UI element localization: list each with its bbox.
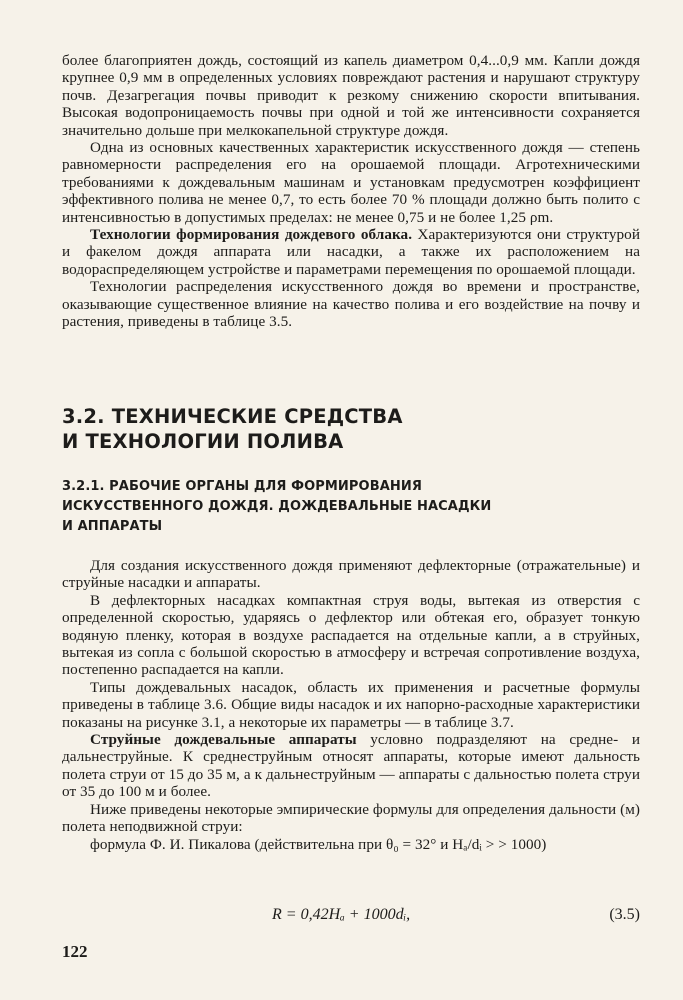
paragraph-3 — [62, 226, 640, 278]
subsection-heading-line-1: 3.2.1. РАБОЧИЕ ОРГАНЫ ДЛЯ ФОРМИРОВАНИЯ — [62, 479, 422, 494]
paragraph-5: Для создания искусственного дождя применяют дефлекторные (отражательные) и струйные насадки и аппараты. — [62, 557, 640, 592]
section-heading-line-2: И ТЕХНОЛОГИИ ПОЛИВА — [62, 430, 344, 453]
paragraph-8-text: условно подразделяют на средне- и дальнеструйные. К среднеструйным относят аппараты, которые имеют дальность полета струи от 15 до 35 м, а к дальнеструйным — аппараты с дальностью полета струи от 35 до 100 м и более. — [62, 731, 640, 801]
paragraph-10: формула Ф. И. Пикалова (действительна при θ₀ = 32° и Hₐ/dᵢ > > 1000) — [90, 835, 547, 853]
formula-3-5 — [62, 905, 640, 925]
top-text-block — [62, 52, 640, 331]
section-heading-line-1: 3.2. ТЕХНИЧЕСКИЕ СРЕДСТВА — [62, 405, 403, 428]
paragraph-6: В дефлекторных насадках компактная струя воды, вытекая из отверстия с определенной скоростью, ударяясь о дефлектор или обтекая его, образует тонкую водяную пленку, которая в воздухе распадается на отдельные капли, а в струйных, вытекая из сопла с большой скоростью в атмосферу и встречая сопротивление воздуха, постепенно распадается на капли. — [62, 591, 640, 679]
subsection-heading-line-3: И АППАРАТЫ — [62, 519, 163, 534]
paragraph-1: более благоприятен дождь, состоящий из капель диаметром 0,4...0,9 мм. Капли дождя крупнее 0,9 мм в определенных условиях повреждают растения и нарушают структуру почв. Дезагрегация почвы приводит к резкому снижению скорости впитывания. Высокая водопроницаемость почвы при одной и той же интенсивности сохраняется значительно дольше при мелкокапельной структуре дождя. — [62, 52, 640, 139]
paragraph-4: Технологии распределения искусственного дождя во времени и пространстве, оказывающие существенное влияние на качество полива и его воздействие на почву и растения, приведены в таблице 3.5. — [62, 278, 640, 331]
paragraph-8 — [62, 731, 640, 801]
formula-number: (3.5) — [609, 906, 640, 923]
page-number: 122 — [62, 942, 88, 961]
paragraph-8-heading: Струйные дождевальные аппараты — [90, 731, 357, 749]
subsection-heading — [62, 477, 532, 537]
section-heading — [62, 404, 403, 454]
subsection-heading-line-2: ИСКУССТВЕННОГО ДОЖДЯ. ДОЖДЕВАЛЬНЫЕ НАСАДКИ — [62, 499, 492, 514]
paragraph-2: Одна из основных качественных характеристик искусственного дождя — степень равномерности распределения его на орошаемой площади. Агротехническими требованиями к дождевальным машинам и установкам предусмотрен коэффициент эффективного полива не менее 0,7, то есть более 70 % площади должно быть полито с интенсивностью в допустимых пределах: не менее 0,75 и не более 1,25 ρm. — [62, 139, 640, 226]
paragraph-9: Ниже приведены некоторые эмпирические формулы для определения дальности (м) полета неподвижной струи: — [62, 800, 640, 836]
paragraph-7: Типы дождевальных насадок, область их применения и расчетные формулы приведены в таблице 3.6. Общие виды насадок и их напорно-расходные характеристики показаны на рисунке 3.1, а некоторые их параметры — в таблице 3.7. — [62, 678, 640, 731]
formula-expression: R = 0,42Hₐ + 1000dᵢ, — [272, 906, 411, 923]
paragraph-3-heading: Технологии формирования дождевого облака. — [90, 226, 413, 244]
paragraph-3-text: Характеризуются они структурой и факелом дождя аппарата или насадки, а также их расположением на водораспределяющем устройстве и параметрами перемещения по орошаемой площади. — [62, 226, 640, 278]
bottom-text-block — [62, 557, 640, 853]
